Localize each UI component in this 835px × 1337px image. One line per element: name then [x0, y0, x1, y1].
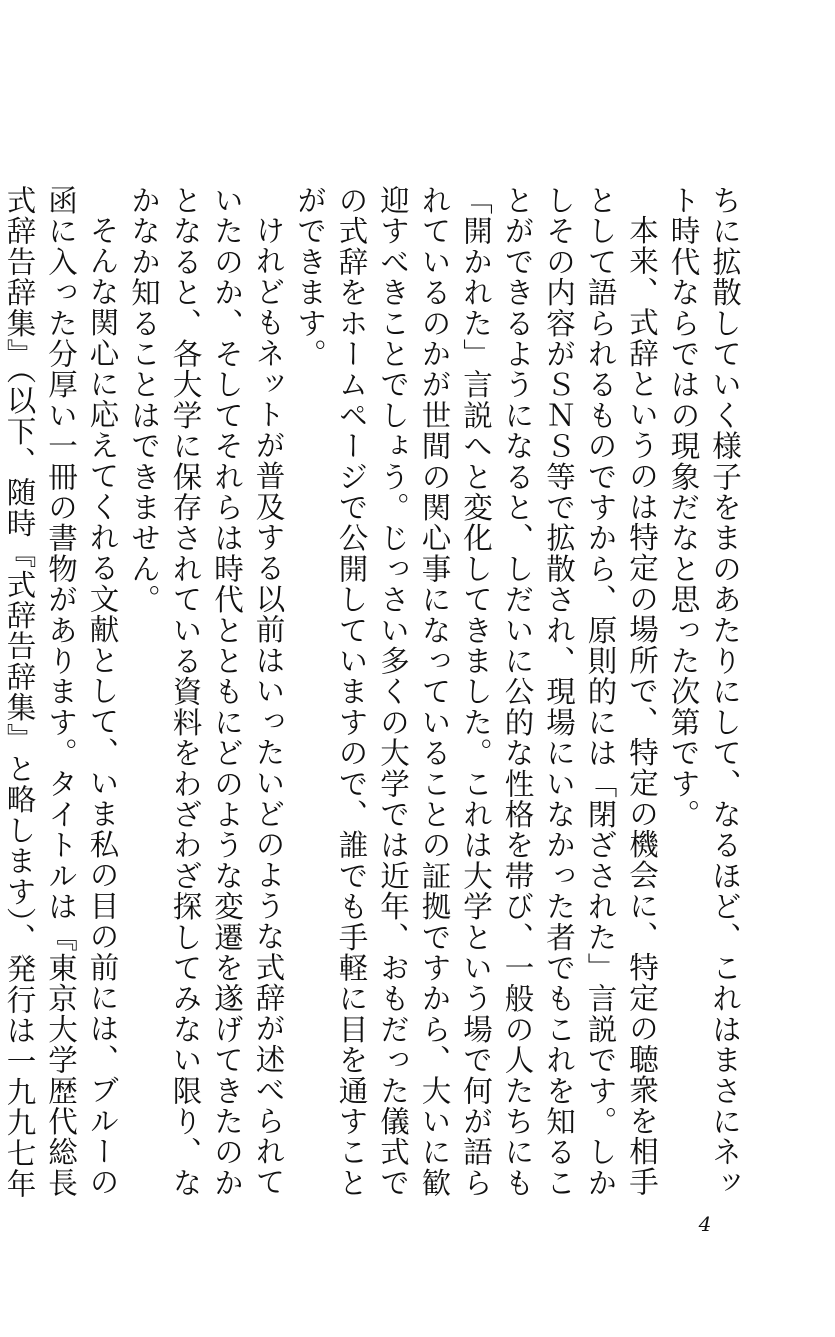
paragraph-1: ちに拡散していく様子をまのあたりにして、なるほど、これはまさにネット時代ならではの現象だなと思った次第です。	[666, 185, 742, 1199]
paragraph-4: そんな関心に応えてくれる文献として、いま私の目の前には、ブルーの函に入った分厚い一冊の書物があります。タイトルは『東京大学歴代総長式辞告辞集』（以下、随時『式辞告辞集』と略します）、発行は一九九七年	[2, 185, 120, 1200]
vertical-body-text	[2, 185, 745, 1205]
page-number: 4	[698, 1212, 712, 1236]
paragraph-2: 本来、式辞というのは特定の場所で、特定の機会に、特定の聴衆を相手として語られるものですから、原則的には「閉ざされた」言説です。しかしその内容がＳＮＳ等で拡散され、現場にいなかった者でもこれを知ることができるようになると、しだいに公的な性格を帯び、一般の人たちにも「開かれた」言説へと変化してきました。これは大学という場で何が語られているのかが世間の関心事になっていることの証拠ですから、大いに歓迎すべきことでしょう。じっさい多くの大学では近年、おもだった儀式での式辞をホームページで公開していますので、誰でも手軽に目を通すことができます。	[293, 185, 659, 1199]
paragraph-3: けれどもネットが普及する以前はいったいどのような式辞が述べられていたのか、そしてそれらは時代とともにどのような変遷を遂げてきたのかとなると、各大学に保存されている資料をわざわざ探してみない限り、なかなか知ることはできません。	[127, 185, 286, 1199]
